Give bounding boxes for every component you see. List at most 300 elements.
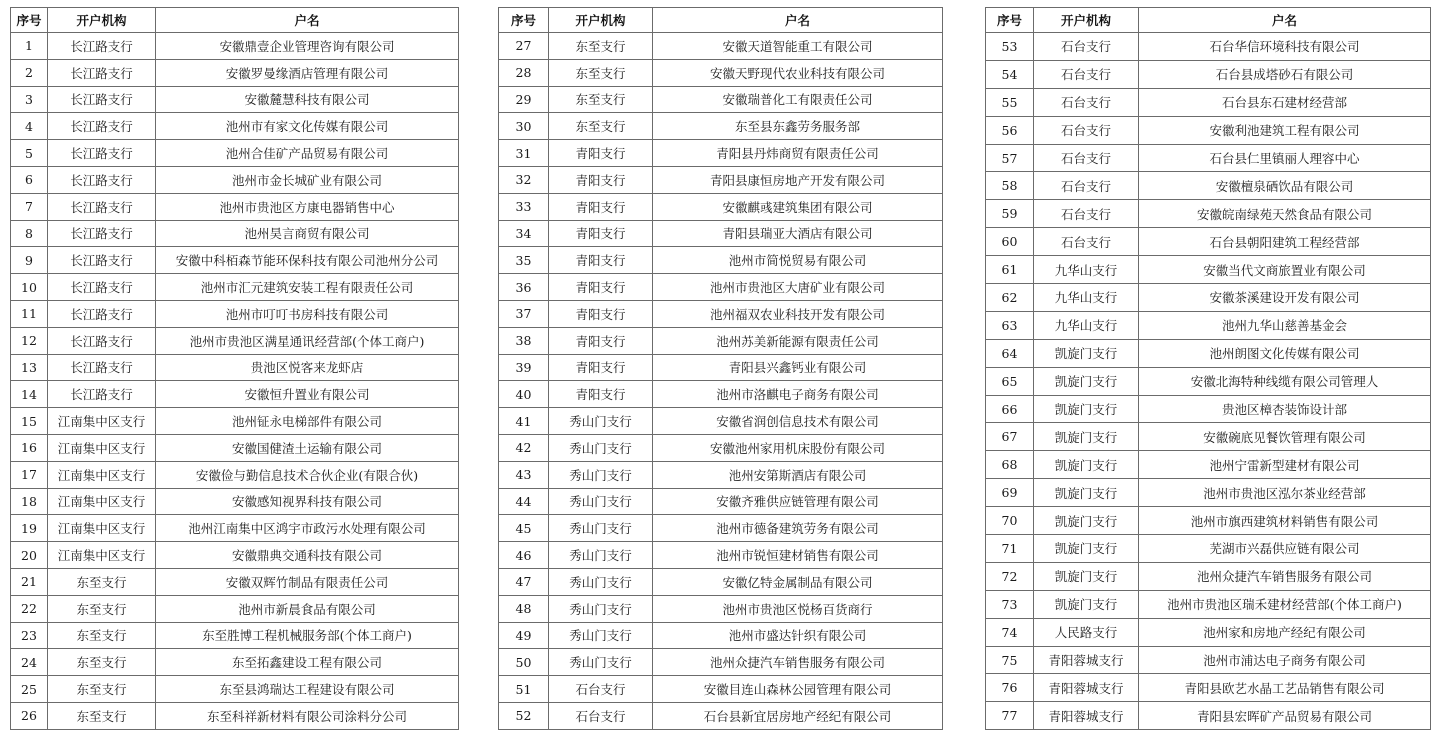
cell-branch: 凯旋门支行 — [1034, 562, 1139, 590]
cell-branch: 长江路支行 — [48, 274, 156, 301]
cell-branch: 石台支行 — [1034, 200, 1139, 228]
cell-seq: 53 — [986, 33, 1034, 61]
table-row — [11, 434, 459, 461]
table-row — [986, 451, 1431, 479]
cell-seq: 45 — [499, 515, 549, 542]
cell-seq: 19 — [11, 515, 48, 542]
table-row — [499, 461, 943, 488]
header-account-name: 户名 — [653, 8, 943, 33]
cell-account-name: 安徽北海特种线缆有限公司管理人 — [1139, 367, 1431, 395]
table-row — [11, 140, 459, 167]
table-row — [986, 200, 1431, 228]
table-row — [499, 274, 943, 301]
cell-seq: 47 — [499, 568, 549, 595]
cell-branch: 东至支行 — [549, 86, 653, 113]
cell-seq: 67 — [986, 423, 1034, 451]
cell-account-name: 池州市浦达电子商务有限公司 — [1139, 646, 1431, 674]
table-row — [499, 220, 943, 247]
table-row — [11, 33, 459, 60]
table-row — [986, 507, 1431, 535]
cell-seq: 69 — [986, 479, 1034, 507]
table-row — [11, 300, 459, 327]
table-row — [499, 622, 943, 649]
cell-branch: 九华山支行 — [1034, 284, 1139, 312]
cell-account-name: 石台县成塔砂石有限公司 — [1139, 60, 1431, 88]
table-header-row — [499, 8, 943, 33]
cell-account-name: 安徽檀泉硒饮品有限公司 — [1139, 172, 1431, 200]
cell-branch: 长江路支行 — [48, 300, 156, 327]
cell-branch: 东至支行 — [48, 649, 156, 676]
cell-branch: 长江路支行 — [48, 247, 156, 274]
cell-seq: 24 — [11, 649, 48, 676]
cell-branch: 石台支行 — [1034, 88, 1139, 116]
cell-seq: 22 — [11, 595, 48, 622]
cell-seq: 1 — [11, 33, 48, 60]
cell-seq: 39 — [499, 354, 549, 381]
cell-account-name: 安徽目连山森林公园管理有限公司 — [653, 676, 943, 703]
cell-seq: 6 — [11, 166, 48, 193]
cell-account-name: 池州福双农业科技开发有限公司 — [653, 300, 943, 327]
table-row — [986, 590, 1431, 618]
table-row — [499, 408, 943, 435]
cell-branch: 石台支行 — [1034, 144, 1139, 172]
cell-account-name: 池州宁雷新型建材有限公司 — [1139, 451, 1431, 479]
cell-branch: 凯旋门支行 — [1034, 479, 1139, 507]
cell-branch: 青阳支行 — [549, 274, 653, 301]
table-row — [986, 284, 1431, 312]
cell-branch: 江南集中区支行 — [48, 515, 156, 542]
table-row — [499, 59, 943, 86]
header-seq: 序号 — [11, 8, 48, 33]
table-row — [499, 327, 943, 354]
cell-account-name: 石台华信环境科技有限公司 — [1139, 33, 1431, 61]
cell-seq: 40 — [499, 381, 549, 408]
table-row — [986, 256, 1431, 284]
cell-account-name: 池州市德备建筑劳务有限公司 — [653, 515, 943, 542]
cell-branch: 青阳支行 — [549, 247, 653, 274]
table-row — [11, 676, 459, 703]
table-row — [986, 702, 1431, 730]
cell-branch: 长江路支行 — [48, 220, 156, 247]
table-row — [499, 568, 943, 595]
table-row — [986, 339, 1431, 367]
cell-seq: 63 — [986, 311, 1034, 339]
cell-account-name: 安徽碗底见餐饮管理有限公司 — [1139, 423, 1431, 451]
cell-account-name: 池州朗图文化传媒有限公司 — [1139, 339, 1431, 367]
cell-account-name: 贵池区樟杏装饰设计部 — [1139, 395, 1431, 423]
cell-account-name: 安徽利池建筑工程有限公司 — [1139, 116, 1431, 144]
cell-seq: 4 — [11, 113, 48, 140]
cell-account-name: 池州市贵池区大唐矿业有限公司 — [653, 274, 943, 301]
table-row — [11, 488, 459, 515]
cell-seq: 48 — [499, 595, 549, 622]
cell-seq: 18 — [11, 488, 48, 515]
table-row — [986, 228, 1431, 256]
cell-seq: 50 — [499, 649, 549, 676]
cell-seq: 52 — [499, 702, 549, 729]
table-row — [11, 542, 459, 569]
cell-seq: 38 — [499, 327, 549, 354]
cell-seq: 73 — [986, 590, 1034, 618]
table-row — [11, 327, 459, 354]
table-row — [499, 166, 943, 193]
table-row — [499, 676, 943, 703]
cell-branch: 东至支行 — [48, 702, 156, 729]
cell-branch: 石台支行 — [549, 676, 653, 703]
cell-branch: 石台支行 — [1034, 228, 1139, 256]
cell-account-name: 安徽茶溪建设开发有限公司 — [1139, 284, 1431, 312]
table-row — [11, 381, 459, 408]
cell-seq: 75 — [986, 646, 1034, 674]
cell-seq: 10 — [11, 274, 48, 301]
cell-account-name: 安徽双辉竹制品有限责任公司 — [156, 568, 459, 595]
cell-branch: 凯旋门支行 — [1034, 395, 1139, 423]
cell-seq: 16 — [11, 434, 48, 461]
cell-seq: 70 — [986, 507, 1034, 535]
cell-account-name: 安徽麒彧建筑集团有限公司 — [653, 193, 943, 220]
cell-account-name: 东至县鸿瑞达工程建设有限公司 — [156, 676, 459, 703]
cell-seq: 62 — [986, 284, 1034, 312]
cell-seq: 28 — [499, 59, 549, 86]
table-row — [986, 172, 1431, 200]
cell-branch: 九华山支行 — [1034, 256, 1139, 284]
cell-seq: 14 — [11, 381, 48, 408]
cell-seq: 26 — [11, 702, 48, 729]
cell-seq: 59 — [986, 200, 1034, 228]
table-row — [11, 113, 459, 140]
cell-account-name: 池州安第斯酒店有限公司 — [653, 461, 943, 488]
cell-account-name: 安徽省润创信息技术有限公司 — [653, 408, 943, 435]
cell-account-name: 池州江南集中区鸿宇市政污水处理有限公司 — [156, 515, 459, 542]
cell-branch: 凯旋门支行 — [1034, 339, 1139, 367]
cell-account-name: 池州市洛麒电子商务有限公司 — [653, 381, 943, 408]
table-row — [11, 408, 459, 435]
cell-branch: 石台支行 — [1034, 60, 1139, 88]
table-row — [986, 395, 1431, 423]
cell-seq: 35 — [499, 247, 549, 274]
table-header-row — [986, 8, 1431, 33]
table-row — [11, 354, 459, 381]
table-row — [11, 461, 459, 488]
cell-branch: 秀山门支行 — [549, 488, 653, 515]
cell-account-name: 池州市锐恒建材销售有限公司 — [653, 542, 943, 569]
cell-branch: 江南集中区支行 — [48, 408, 156, 435]
cell-account-name: 安徽鼎壹企业管理咨询有限公司 — [156, 33, 459, 60]
table-row — [986, 423, 1431, 451]
cell-branch: 东至支行 — [48, 676, 156, 703]
cell-branch: 九华山支行 — [1034, 311, 1139, 339]
table-row — [499, 515, 943, 542]
cell-branch: 青阳蓉城支行 — [1034, 702, 1139, 730]
table-row — [11, 649, 459, 676]
cell-branch: 青阳支行 — [549, 327, 653, 354]
cell-seq: 55 — [986, 88, 1034, 116]
cell-seq: 66 — [986, 395, 1034, 423]
cell-branch: 东至支行 — [48, 568, 156, 595]
cell-account-name: 安徽池州家用机床股份有限公司 — [653, 434, 943, 461]
cell-account-name: 石台县仁里镇丽人理容中心 — [1139, 144, 1431, 172]
cell-seq: 68 — [986, 451, 1034, 479]
cell-branch: 凯旋门支行 — [1034, 590, 1139, 618]
table-row — [986, 88, 1431, 116]
table-row — [11, 595, 459, 622]
cell-account-name: 安徽瑞普化工有限责任公司 — [653, 86, 943, 113]
cell-seq: 11 — [11, 300, 48, 327]
table-row — [499, 488, 943, 515]
cell-account-name: 青阳县丹炜商贸有限责任公司 — [653, 140, 943, 167]
table-row — [11, 193, 459, 220]
cell-seq: 23 — [11, 622, 48, 649]
table-row — [11, 515, 459, 542]
cell-branch: 青阳支行 — [549, 166, 653, 193]
cell-seq: 8 — [11, 220, 48, 247]
table-row — [986, 144, 1431, 172]
cell-branch: 青阳支行 — [549, 300, 653, 327]
cell-branch: 青阳支行 — [549, 140, 653, 167]
table-row — [11, 59, 459, 86]
cell-account-name: 池州市盛达针织有限公司 — [653, 622, 943, 649]
cell-account-name: 池州市贵池区方康电器销售中心 — [156, 193, 459, 220]
cell-account-name: 东至县东鑫劳务服务部 — [653, 113, 943, 140]
cell-branch: 青阳支行 — [549, 193, 653, 220]
cell-seq: 33 — [499, 193, 549, 220]
cell-branch: 青阳支行 — [549, 220, 653, 247]
table-row — [986, 618, 1431, 646]
cell-branch: 青阳支行 — [549, 381, 653, 408]
cell-branch: 青阳蓉城支行 — [1034, 646, 1139, 674]
cell-branch: 人民路支行 — [1034, 618, 1139, 646]
header-account-name: 户名 — [156, 8, 459, 33]
cell-branch: 长江路支行 — [48, 59, 156, 86]
cell-seq: 60 — [986, 228, 1034, 256]
cell-branch: 长江路支行 — [48, 166, 156, 193]
table-row — [11, 86, 459, 113]
cell-branch: 江南集中区支行 — [48, 488, 156, 515]
cell-seq: 58 — [986, 172, 1034, 200]
account-table-1 — [10, 7, 459, 730]
cell-account-name: 池州家和房地产经纪有限公司 — [1139, 618, 1431, 646]
cell-account-name: 贵池区悦客来龙虾店 — [156, 354, 459, 381]
cell-account-name: 池州市旗西建筑材料销售有限公司 — [1139, 507, 1431, 535]
cell-branch: 东至支行 — [549, 33, 653, 60]
cell-account-name: 东至拓鑫建设工程有限公司 — [156, 649, 459, 676]
table-row — [499, 542, 943, 569]
cell-account-name: 石台县朝阳建筑工程经营部 — [1139, 228, 1431, 256]
cell-branch: 秀山门支行 — [549, 568, 653, 595]
cell-account-name: 芜湖市兴磊供应链有限公司 — [1139, 535, 1431, 563]
table-row — [986, 33, 1431, 61]
cell-account-name: 东至胜博工程机械服务部(个体工商户) — [156, 622, 459, 649]
cell-account-name: 石台县东石建材经营部 — [1139, 88, 1431, 116]
cell-account-name: 池州市叮叮书房科技有限公司 — [156, 300, 459, 327]
cell-branch: 长江路支行 — [48, 140, 156, 167]
cell-seq: 13 — [11, 354, 48, 381]
header-branch: 开户机构 — [549, 8, 653, 33]
table-row — [499, 702, 943, 729]
cell-seq: 9 — [11, 247, 48, 274]
cell-account-name: 池州钲永电梯部件有限公司 — [156, 408, 459, 435]
cell-account-name: 安徽天道智能重工有限公司 — [653, 33, 943, 60]
cell-account-name: 池州合佳矿产品贸易有限公司 — [156, 140, 459, 167]
cell-seq: 56 — [986, 116, 1034, 144]
cell-seq: 2 — [11, 59, 48, 86]
cell-seq: 41 — [499, 408, 549, 435]
table-row — [11, 702, 459, 729]
cell-branch: 秀山门支行 — [549, 649, 653, 676]
cell-branch: 石台支行 — [549, 702, 653, 729]
cell-account-name: 池州市金长城矿业有限公司 — [156, 166, 459, 193]
cell-branch: 秀山门支行 — [549, 515, 653, 542]
account-table-2 — [498, 7, 943, 730]
table-row — [499, 434, 943, 461]
table-row — [499, 140, 943, 167]
cell-branch: 东至支行 — [48, 622, 156, 649]
cell-seq: 20 — [11, 542, 48, 569]
table-row — [986, 479, 1431, 507]
cell-seq: 21 — [11, 568, 48, 595]
cell-account-name: 安徽俭与勤信息技术合伙企业(有限合伙) — [156, 461, 459, 488]
cell-account-name: 池州市汇元建筑安装工程有限责任公司 — [156, 274, 459, 301]
table-row — [11, 622, 459, 649]
cell-branch: 秀山门支行 — [549, 542, 653, 569]
table-row — [986, 116, 1431, 144]
cell-seq: 46 — [499, 542, 549, 569]
cell-seq: 74 — [986, 618, 1034, 646]
cell-seq: 54 — [986, 60, 1034, 88]
cell-seq: 15 — [11, 408, 48, 435]
cell-branch: 江南集中区支行 — [48, 461, 156, 488]
cell-seq: 25 — [11, 676, 48, 703]
cell-branch: 石台支行 — [1034, 33, 1139, 61]
header-account-name: 户名 — [1139, 8, 1431, 33]
cell-seq: 71 — [986, 535, 1034, 563]
cell-account-name: 安徽鼎典交通科技有限公司 — [156, 542, 459, 569]
cell-seq: 76 — [986, 674, 1034, 702]
table-row — [499, 595, 943, 622]
cell-account-name: 安徽皖南绿苑天然食品有限公司 — [1139, 200, 1431, 228]
header-seq: 序号 — [499, 8, 549, 33]
cell-seq: 12 — [11, 327, 48, 354]
cell-branch: 凯旋门支行 — [1034, 451, 1139, 479]
table-row — [11, 274, 459, 301]
table-row — [986, 311, 1431, 339]
cell-branch: 长江路支行 — [48, 86, 156, 113]
cell-branch: 凯旋门支行 — [1034, 535, 1139, 563]
cell-account-name: 青阳县康恒房地产开发有限公司 — [653, 166, 943, 193]
cell-account-name: 池州众捷汽车销售服务有限公司 — [1139, 562, 1431, 590]
cell-account-name: 青阳县兴鑫钙业有限公司 — [653, 354, 943, 381]
table-row — [986, 562, 1431, 590]
cell-account-name: 池州市贵池区悦杨百货商行 — [653, 595, 943, 622]
cell-branch: 长江路支行 — [48, 113, 156, 140]
cell-seq: 32 — [499, 166, 549, 193]
cell-branch: 江南集中区支行 — [48, 542, 156, 569]
cell-branch: 东至支行 — [48, 595, 156, 622]
table-row — [986, 646, 1431, 674]
cell-account-name: 池州市贵池区泓尔茶业经营部 — [1139, 479, 1431, 507]
table-row — [499, 649, 943, 676]
cell-seq: 42 — [499, 434, 549, 461]
table-row — [499, 193, 943, 220]
cell-seq: 64 — [986, 339, 1034, 367]
table-row — [11, 220, 459, 247]
table-header-row — [11, 8, 459, 33]
cell-account-name: 安徽天野现代农业科技有限公司 — [653, 59, 943, 86]
cell-seq: 29 — [499, 86, 549, 113]
cell-branch: 凯旋门支行 — [1034, 423, 1139, 451]
cell-account-name: 青阳县欧艺水晶工艺品销售有限公司 — [1139, 674, 1431, 702]
table-row — [11, 568, 459, 595]
table-row — [499, 33, 943, 60]
cell-seq: 37 — [499, 300, 549, 327]
cell-account-name: 安徽中科栢森节能环保科技有限公司池州分公司 — [156, 247, 459, 274]
table-row — [986, 60, 1431, 88]
table-row — [499, 86, 943, 113]
cell-seq: 65 — [986, 367, 1034, 395]
cell-seq: 44 — [499, 488, 549, 515]
cell-account-name: 池州昊言商贸有限公司 — [156, 220, 459, 247]
cell-seq: 43 — [499, 461, 549, 488]
cell-account-name: 安徽国健渣土运输有限公司 — [156, 434, 459, 461]
cell-branch: 长江路支行 — [48, 33, 156, 60]
cell-branch: 秀山门支行 — [549, 461, 653, 488]
cell-branch: 青阳支行 — [549, 354, 653, 381]
cell-account-name: 池州市贵池区瑞禾建材经营部(个体工商户) — [1139, 590, 1431, 618]
cell-account-name: 青阳县宏晖矿产品贸易有限公司 — [1139, 702, 1431, 730]
table-row — [11, 247, 459, 274]
cell-branch: 凯旋门支行 — [1034, 367, 1139, 395]
cell-account-name: 池州市简悦贸易有限公司 — [653, 247, 943, 274]
cell-account-name: 池州市新晨食品有限公司 — [156, 595, 459, 622]
cell-seq: 57 — [986, 144, 1034, 172]
table-row — [499, 247, 943, 274]
cell-account-name: 安徽齐雅供应链管理有限公司 — [653, 488, 943, 515]
cell-seq: 34 — [499, 220, 549, 247]
cell-seq: 51 — [499, 676, 549, 703]
table-row — [11, 166, 459, 193]
cell-account-name: 安徽感知视界科技有限公司 — [156, 488, 459, 515]
cell-seq: 5 — [11, 140, 48, 167]
cell-seq: 3 — [11, 86, 48, 113]
cell-branch: 石台支行 — [1034, 172, 1139, 200]
cell-account-name: 池州九华山慈善基金会 — [1139, 311, 1431, 339]
cell-branch: 秀山门支行 — [549, 622, 653, 649]
cell-branch: 长江路支行 — [48, 193, 156, 220]
cell-branch: 长江路支行 — [48, 327, 156, 354]
table-row — [986, 367, 1431, 395]
cell-account-name: 安徽当代文商旅置业有限公司 — [1139, 256, 1431, 284]
cell-branch: 秀山门支行 — [549, 434, 653, 461]
cell-account-name: 池州市贵池区满星通讯经营部(个体工商户) — [156, 327, 459, 354]
cell-branch: 秀山门支行 — [549, 408, 653, 435]
cell-branch: 江南集中区支行 — [48, 434, 156, 461]
cell-seq: 31 — [499, 140, 549, 167]
cell-account-name: 安徽罗曼缘酒店管理有限公司 — [156, 59, 459, 86]
cell-branch: 石台支行 — [1034, 116, 1139, 144]
cell-account-name: 池州苏美新能源有限责任公司 — [653, 327, 943, 354]
cell-account-name: 安徽麓慧科技有限公司 — [156, 86, 459, 113]
cell-account-name: 青阳县瑞亚大酒店有限公司 — [653, 220, 943, 247]
cell-account-name: 安徽恒升置业有限公司 — [156, 381, 459, 408]
cell-branch: 东至支行 — [549, 113, 653, 140]
cell-seq: 36 — [499, 274, 549, 301]
cell-account-name: 池州众捷汽车销售服务有限公司 — [653, 649, 943, 676]
cell-branch: 长江路支行 — [48, 381, 156, 408]
cell-seq: 7 — [11, 193, 48, 220]
account-table-3 — [985, 7, 1431, 730]
table-row — [986, 674, 1431, 702]
cell-seq: 27 — [499, 33, 549, 60]
